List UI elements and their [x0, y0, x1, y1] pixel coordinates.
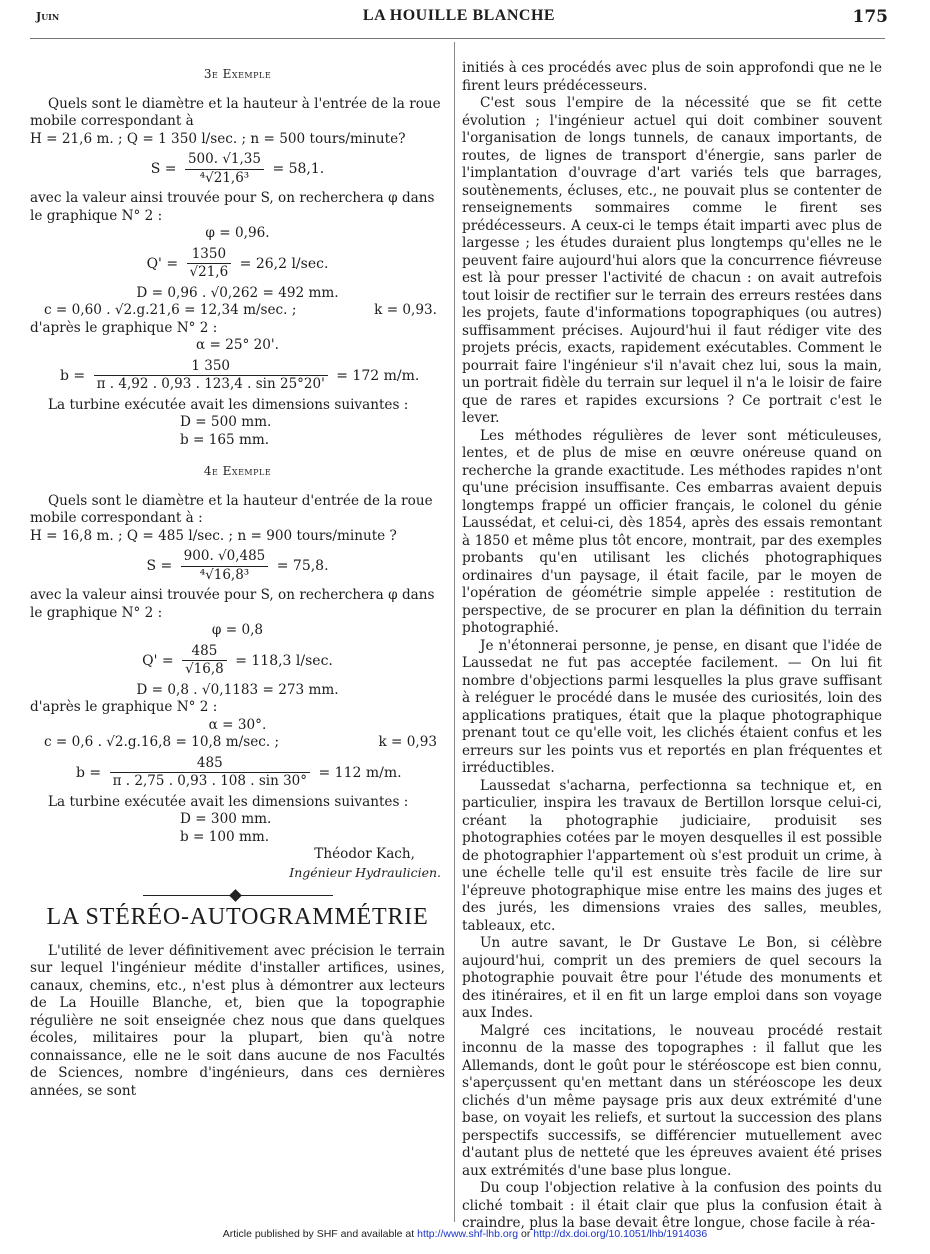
diamond-ornament-icon	[229, 889, 242, 902]
column-divider	[454, 42, 455, 1222]
example-4-results: D = 300 mm. b = 100 mm.	[180, 811, 272, 845]
example-3-alpha: α = 25° 20'.	[196, 337, 279, 353]
example-3-heading: 3e Exemple	[203, 67, 272, 81]
publication-footer: Article published by SHF and available at http://www.shf-lhb.org or http://dx.doi.org/10.1051/lhb/1914036	[222, 1228, 708, 1240]
example-4-phi: φ = 0,8	[211, 622, 264, 638]
page-number: 175	[852, 7, 888, 27]
example-3-phi: φ = 0,96.	[205, 225, 270, 241]
example-4-b-equation: b = $\frac{485}{\pi . 2,75 . 0,93 . 108 . \sin 30^\circ}$ = 112 m/m.	[76, 754, 402, 789]
example-4-S-equation: S = $\frac{900. √0,485}{\text{⁴√16,8³}}$ = 75,8.	[146, 548, 329, 583]
example-4-text: avec la valeur ainsi trouvée pour S, on recherchera φ dans le graphique N° 2 :	[30, 587, 435, 621]
example-3-question: Quels sont le diamètre et la hauteur à l'entrée de la roue mobile correspondant à	[30, 95, 441, 129]
paragraph-5: Un autre savant, le Dr Gustave Le Bon, si célèbre aujourd'hui, comprit un des premiers de quel secours la photographie pouvait être pour l'étude des monuments et des itinéraires, et il en fit un large emploi dans son voyage aux Indes.	[462, 935, 882, 1021]
paragraph-7: Du coup l'objection relative à la confusion des points du cliché tombait : il était clair que plus la confusion était à craindre, plus la base devait être longue, chose facile à réa-	[462, 1180, 882, 1231]
example-4-Q-equation: Q' = $\frac{485}{√16,8}$ = 118,3 l/sec.	[142, 642, 333, 677]
example-3-given: H = 21,6 m. ; Q = 1 350 l/sec. ; n = 500 tours/minute?	[30, 130, 406, 147]
example-4-graph-ref: d'après le graphique N° 2 :	[30, 699, 218, 715]
example-4-D: D = 0,8 . √0,1183 = 273 mm.	[136, 681, 339, 698]
example-3-b-equation: b = $\frac{1 350}{\pi . 4,92 . 0,93 . 123,4 . \sin 25^\circ 20'}$ = 172 m/m.	[60, 357, 420, 392]
right-column	[462, 60, 882, 1233]
page-header	[30, 6, 888, 32]
doi-link[interactable]: http://dx.doi.org/10.1051/lhb/1914036	[533, 1228, 708, 1240]
paragraph-3: Je n'étonnerai personne, je pense, en disant que l'idée de Laussedat ne fut pas acceptée facilement. — On lui fit nombre d'objections parmi lesquelles la plus grave suffisant à reléguer le procédé dans le musée des curiosités, loin des applications pratiques, était que la plaque photographique prenant tout ce qu'elle voit, les clichés étaient confus et les erreurs sur les points vus et reportés en plan fréquentes et irréductibles.	[462, 637, 882, 776]
article-intro: L'utilité de lever définitivement avec précision le terrain sur lequel l'ingénieur médite d'installer artifices, usines, canaux, chemins, etc., n'est plus à démontrer aux lecteurs de La Houille Blanche, et, bien que la topographie régulière ne soit enseignée chez nous que dans quelques écoles, militaires pour la plupart, bien qu'à notre connaissance, elle ne le soit dans aucune de nos Facultés de Sciences, nombre d'ingénieurs, dans ces dernières années, se sont	[30, 942, 445, 1099]
example-4-alpha: α = 30°.	[208, 716, 267, 733]
example-4-turbine: La turbine exécutée avait les dimensions suivantes :	[48, 793, 409, 810]
journal-title: LA HOUILLE BLANCHE	[362, 7, 556, 24]
example-3-S-equation: S = $\frac{500. √1,35}{\text{⁴√21,6³}}$ = 58,1.	[150, 151, 325, 186]
paragraph-2: Les méthodes régulières de lever sont méticuleuses, lentes, et de plus de mise en œuvre onéreuse quand on recherche la grande exactitude. Les méthodes rapides n'ont qu'une précision insuffisante. Ces embarras avaient depuis longtemps frappé un officier français, le colonel du génie Laussédat, et celui-ci, dès 1854, après des essais remontant à 1850 et même plus tôt encore, montrait, par des exemples probants qu'en utilisant les clichés photographiques ordinaires d'un paysage, il était facile, par le moyen de l'opération de géométrie simple appelée : restitution de perspective, de se procurer en plan la définition du terrain photographié.	[462, 427, 882, 636]
example-4-question: Quels sont le diamètre et la hauteur d'entrée de la roue mobile correspondant à :	[30, 492, 433, 526]
paragraph-6: Malgré ces incitations, le nouveau procédé restait inconnu de la masse des topographes : il fallut que les Allemands, dont le goût pour le stéréoscope est bien connu, s'aperçussent qu'en mettant dans un stéréoscope les deux clichés d'un même paysage pris aux deux extrémité d'une base, on voyait les reliefs, et surtout la succession des plans perspectifs successifs, se différencier mutuellement avec d'autant plus de netteté que les épreuves avaient été prises aux extrémités d'une base plus longue.	[462, 1022, 882, 1179]
example-3-D: D = 0,96 . √0,262 = 492 mm.	[136, 284, 339, 301]
example-3-c-k: c = 0,60 . √2.g.21,6 = 12,34 m/sec. ; k = 0,93.	[44, 302, 437, 318]
example-3-Q-equation: Q' = $\frac{1350}{√21,6}$ = 26,2 l/sec.	[146, 245, 329, 280]
shf-link[interactable]: http://www.shf-lhb.org	[417, 1228, 519, 1240]
paragraph-4: Laussedat s'acharna, perfectionna sa technique et, en particulier, inspira les travaux de Bertillon lorsque celui-ci, créant la photographie judiciaire, produisit ses photographies cotées par le moyen desquelles il est possible de photographier l'appartement où s'est produit un crime, à une échelle telle qu'il est ensuite très facile de lire sur l'épreuve photographique mise entre les mains des juges et des jurés, les dimensions vraies des salles, meubles, tableaux, etc.	[462, 777, 882, 934]
left-column	[30, 58, 445, 1100]
section-separator	[143, 891, 333, 901]
author-name: Théodor Kach,	[314, 846, 415, 862]
author-role: Ingénieur Hydraulicien.	[289, 864, 441, 880]
example-3-text: avec la valeur ainsi trouvée pour S, on recherchera φ dans le graphique N° 2 :	[30, 190, 435, 224]
example-4-given: H = 16,8 m. ; Q = 485 l/sec. ; n = 900 tours/minute ?	[30, 527, 397, 544]
article-title: LA STÉRÉO-AUTOGRAMMÉTRIE	[46, 904, 429, 930]
example-3-graph-ref: d'après le graphique N° 2 :	[30, 319, 218, 336]
example-4-heading: 4e Exemple	[203, 464, 272, 478]
paragraph-1: C'est sous l'empire de la nécessité que se fit cette évolution ; l'ingénieur actuel qui doit combiner souvent l'organisation de longs tunnels, de canaux importants, de routes, de lignes de transport d'énergie, sans parler de l'implantation d'ouvrage d'art variés tels que barrages, soutènements, écluses, etc., ne pouvait plus se contenter de renseignements sommaires comme le firent ses prédécesseurs. A ceux-ci le temps était imparti avec plus de largesse ; les études duraient plus longtemps qu'elles ne le peuvent faire aujourd'hui alors que la concurrence fiévreuse est là pour presser l'activité de chacun : on avait autrefois tout loisir de rectifier sur le terrain des erreurs restées dans les projets, faute d'informations topographiques (ou autres) suffisamment précises. Aujourd'hui il faut rédiger vite des projets précis, exacts, rapidement exécutables. Comment le pourrait faire l'ingénieur s'il n'avait chez lui, sous la main, un portrait fidèle du terrain sur lequel il n'a le loisir de faire que de rares et rapides excursions ? Ce portrait c'est le lever.	[462, 95, 882, 426]
example-3-turbine: La turbine exécutée avait les dimensions suivantes :	[48, 396, 409, 413]
header-rule	[30, 38, 885, 39]
example-4-c-k: c = 0,6 . √2.g.16,8 = 10,8 m/sec. ; k = 0,93	[44, 734, 437, 750]
example-3-results: D = 500 mm. b = 165 mm.	[180, 414, 272, 448]
paragraph-0: initiés à ces procédés avec plus de soin approfondi que ne le firent leurs prédécesseurs.	[462, 60, 882, 94]
header-month: Juin	[36, 10, 60, 23]
